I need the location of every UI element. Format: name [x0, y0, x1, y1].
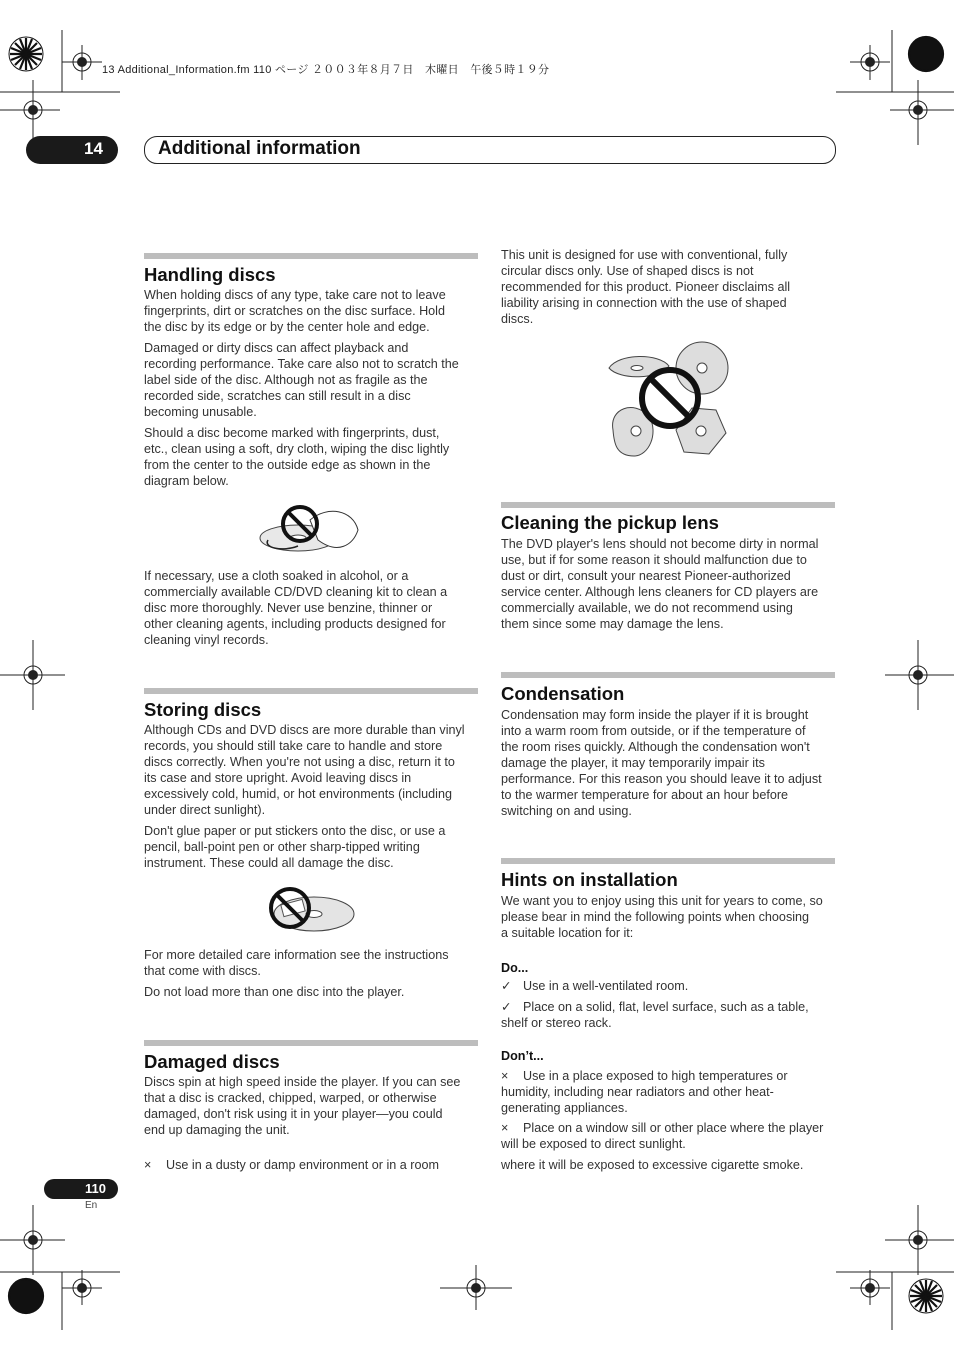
dont-item-dusty-continued: where it will be exposed to excessive cigarette smoke.: [501, 1158, 804, 1172]
section-divider: [501, 502, 835, 508]
storing-paragraph-3: For more detailed care information see the instructions that come with discs.: [144, 948, 449, 978]
dont-item-high-temperature: × Use in a place exposed to high temperatures or humidity, including near radiators and other heat- generating appliances.: [501, 1069, 788, 1115]
cleaning-heading: Cleaning the pickup lens: [501, 512, 719, 533]
storing-paragraph-4: Do not load more than one disc into the player.: [144, 985, 405, 999]
file-header: 13 Additional_Information.fm 110 ページ ２００３年８月７日 木曜日 午後５時１９分: [102, 64, 550, 76]
hints-heading: Hints on installation: [501, 869, 678, 890]
hints-paragraph: We want you to enjoy using this unit for years to come, so please bear in mind the following points when choosing a suitable location for it:: [501, 894, 823, 940]
section-divider: [501, 858, 835, 864]
shaped-discs-diagram: [604, 338, 734, 463]
section-divider: [144, 253, 478, 259]
handling-paragraph-3: Should a disc become marked with fingerprints, dust, etc., clean using a soft, dry cloth, wiping the disc lightly from the center to the outside edge as shown in the diagram below.: [144, 426, 450, 488]
shaped-discs-paragraph: This unit is designed for use with conventional, fully circular discs only. Use of shaped discs is not recommended for this product. Pioneer disclaims all liability arising in connection with the use of shaped discs.: [501, 248, 791, 326]
dont-item-dusty: × Use in a dusty or damp environment or in a room: [144, 1158, 439, 1172]
page-number: 110: [85, 1181, 106, 1196]
handling-paragraph-4: If necessary, use a cloth soaked in alcohol, or a commercially available CD/DVD cleaning kit to clean a disc more thoroughly. Never use benzine, thinner or other cleaning agents, including products designed for cleaning vinyl records.: [144, 569, 448, 647]
dont-item-window-sill: × Place on a window sill or other place where the player will be exposed to direct sunlight.: [501, 1121, 824, 1151]
storing-paragraph-2: Don't glue paper or put stickers onto the disc, or use a pencil, ball-point pen or other sharp-tipped writing instrument. These could all damage the disc.: [144, 824, 446, 870]
handling-paragraph-2: Damaged or dirty discs can affect playback and recording performance. Take care also not to scratch the label side of the disc. Although not as fragile as the recorded side, scratches can still result in a disc becoming unusable.: [144, 341, 459, 419]
cross-icon: ×: [144, 1158, 152, 1172]
language-label: En: [85, 1200, 98, 1211]
section-divider: [501, 672, 835, 678]
chapter-title: Additional information: [158, 138, 361, 159]
do-label: Do...: [501, 961, 529, 975]
cross-icon: ×: [501, 1069, 509, 1083]
do-item-solid-surface: ✓ Place on a solid, flat, level surface, such as a table, shelf or stereo rack.: [501, 1000, 809, 1030]
condensation-paragraph: Condensation may form inside the player if it is brought into a warm room from outside, or if the temperature of the room rises quickly. Although the condensation won't damage the player, it may temporarily impair its performance. For this reason you should leave it to adjust to the warmer temperature for about an hour before switching on and using.: [501, 708, 822, 818]
damaged-paragraph-1: Discs spin at high speed inside the player. If you can see that a disc is cracked, chipped, warped, or otherwise damaged, don't risk using it in your player—you could end up damaging the unit.: [144, 1075, 461, 1137]
chapter-number: 14: [84, 139, 103, 158]
condensation-heading: Condensation: [501, 683, 625, 704]
check-icon: ✓: [501, 1000, 512, 1014]
cleaning-paragraph: The DVD player's lens should not become dirty in normal use, but if for some reason it should malfunction due to dust or dirt, consult your nearest Pioneer-authorized service center. Although lens cleaners for CD players are commercially available, we do not recommend using them since some may damage the lens.: [501, 537, 819, 631]
handling-heading: Handling discs: [144, 264, 276, 285]
cross-icon: ×: [501, 1121, 509, 1135]
page-number-badge: [44, 1179, 118, 1199]
disc-wiping-diagram: [258, 500, 378, 560]
section-divider: [144, 688, 478, 694]
disc-sticker-diagram: [264, 884, 364, 939]
chapter-number-badge: [26, 136, 118, 164]
damaged-heading: Damaged discs: [144, 1051, 280, 1072]
section-divider: [144, 1040, 478, 1046]
storing-paragraph-1: Although CDs and DVD discs are more durable than vinyl records, you should still take care to handle and store discs correctly. When you're not using a disc, return it to its case and store upright. Avoid leaving discs in excessively cold, humid, or hot environments (including under direct sunlight).: [144, 723, 465, 817]
storing-heading: Storing discs: [144, 699, 262, 720]
handling-paragraph-1: When holding discs of any type, take care not to leave fingerprints, dirt or scratches on the disc surface. Hold the disc by its edge or by the center hole and edge.: [144, 288, 446, 334]
dont-label: Don’t...: [501, 1049, 544, 1063]
check-icon: ✓: [501, 979, 512, 993]
do-item-ventilated: ✓ Use in a well-ventilated room.: [501, 979, 689, 993]
